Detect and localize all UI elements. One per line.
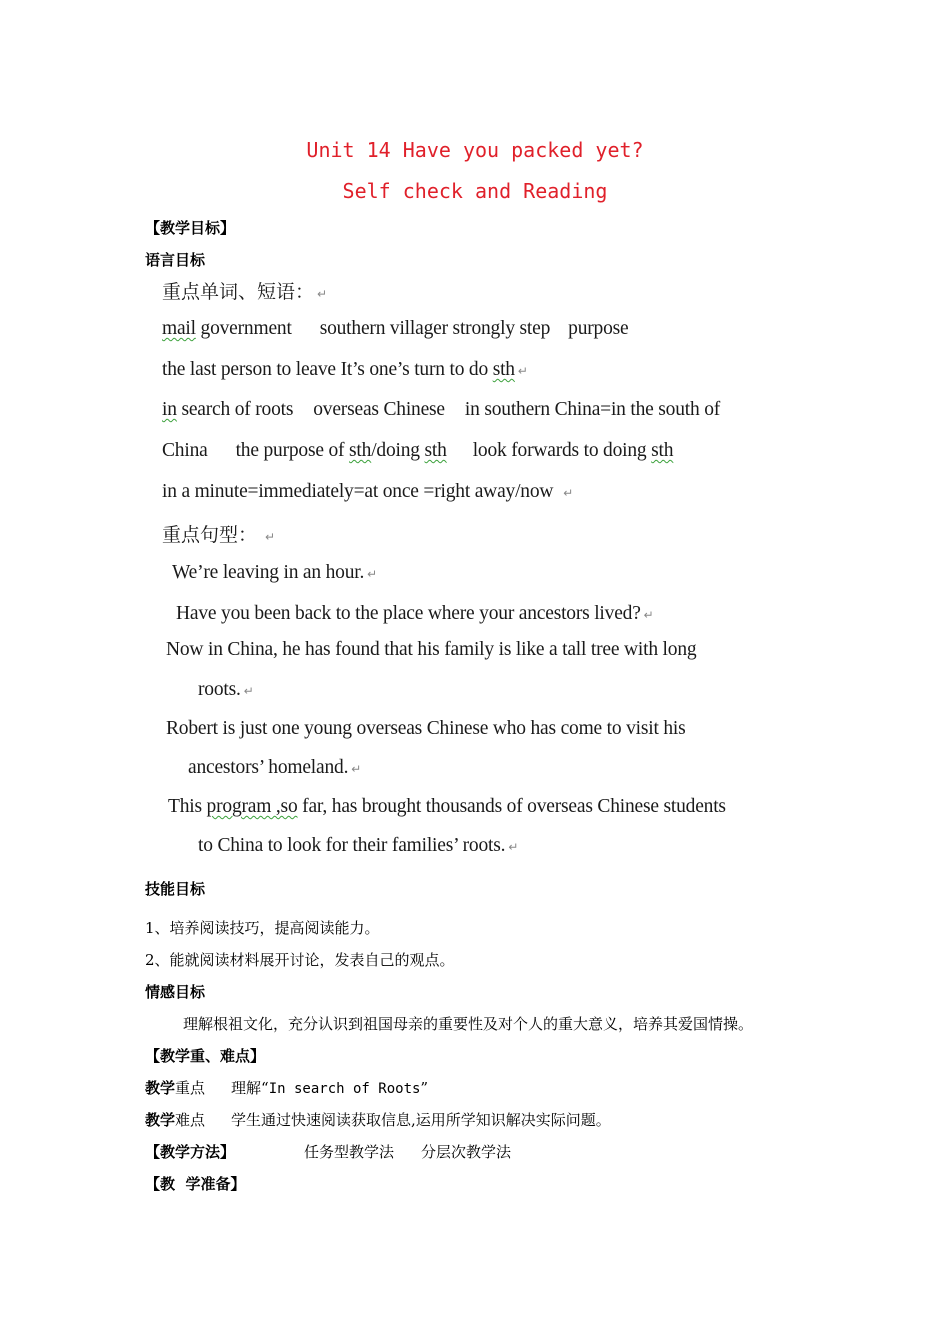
vocab-word-purpose: purpose — [568, 318, 629, 339]
methods-header: 【教学方法】 — [145, 1143, 236, 1161]
return-mark: ↵ — [517, 364, 528, 378]
skill-goals-heading: 技能目标 — [145, 880, 206, 898]
difficulty-label: 难点 — [175, 1111, 206, 1129]
emotion-goals-heading: 情感目标 — [145, 983, 206, 1001]
vocab-southern-china: in southern China=in the south of — [464, 399, 721, 420]
difficulty-label-bold: 教学 — [145, 1111, 176, 1129]
key-point-text-pre: 理解“ — [231, 1079, 269, 1097]
return-mark: ↵ — [317, 287, 328, 301]
sentence-4b — [188, 757, 361, 779]
sentence-5b — [198, 835, 518, 857]
vocab-line-2 — [162, 359, 528, 381]
vocab-doing: /doing — [371, 440, 425, 461]
sentence-4a: Robert is just one young overseas Chinese who has come to visit his — [166, 718, 686, 739]
method-1: 任务型教学法 — [304, 1143, 395, 1161]
sentence-2 — [176, 603, 654, 625]
key-point-label-bold: 教学 — [145, 1079, 176, 1097]
vocab-sth: sth — [492, 359, 515, 380]
language-goals-heading: 语言目标 — [145, 251, 206, 269]
vocab-in-a-minute: in a minute=immediately=at once =right away/now — [162, 481, 554, 502]
skill-item-2: 2、能就阅读材料展开讨论，发表自己的观点。 — [145, 951, 455, 969]
sentence-5b-text: to China to look for their families’ roots. — [198, 835, 506, 856]
sentence-3b — [198, 679, 254, 701]
vocab-line-5 — [162, 481, 573, 503]
return-mark: ↵ — [643, 608, 654, 622]
sentence-1 — [172, 562, 377, 584]
vocab-search-of-roots: search of roots — [176, 399, 294, 420]
sentence-5a-flagged: program ,so — [206, 796, 298, 817]
return-mark: ↵ — [265, 530, 276, 544]
sentence-5a — [168, 796, 726, 818]
vocab-china: China — [162, 440, 208, 461]
sentence-5a-post: far, has brought thousands of overseas Chinese students — [297, 796, 726, 817]
prep-header: 【教 学准备】 — [145, 1175, 246, 1193]
return-mark: ↵ — [563, 486, 574, 500]
vocab-word-mail: mail — [162, 318, 196, 339]
title-line-1: Unit 14 Have you packed yet? — [306, 138, 644, 162]
sentence-5a-pre: This — [168, 796, 207, 817]
vocab-in: in — [162, 399, 177, 420]
vocab-line-3 — [162, 399, 720, 421]
vocab-purpose-of: the purpose of — [235, 440, 350, 461]
sentence-2-text: Have you been back to the place where your ancestors lived? — [176, 603, 641, 624]
key-sentences-header-text: 重点句型： — [162, 524, 258, 546]
title-line-2: Self check and Reading — [342, 179, 608, 203]
key-words-header — [162, 277, 327, 304]
vocab-sth: sth — [424, 440, 447, 461]
vocab-line-1 — [162, 318, 629, 340]
vocab-word-government: government — [195, 318, 292, 339]
key-point-text-en: In search of Roots — [268, 1081, 421, 1097]
key-point-row — [145, 1077, 428, 1098]
difficulty-row — [145, 1109, 611, 1130]
key-words-header-text: 重点单词、短语： — [162, 281, 315, 303]
return-mark: ↵ — [351, 762, 362, 776]
return-mark: ↵ — [367, 567, 378, 581]
key-sentences-header — [162, 520, 275, 547]
return-mark: ↵ — [243, 684, 254, 698]
objectives-header: 【教学目标】 — [145, 219, 236, 237]
key-point-label: 重点 — [175, 1079, 206, 1097]
vocab-sth: sth — [651, 440, 674, 461]
difficulty-text: 学生通过快速阅读获取信息,运用所学知识解决实际问题。 — [231, 1111, 611, 1129]
vocab-phrase-last-person: the last person to leave It’s one’s turn to do — [162, 359, 493, 380]
key-points-header: 【教学重、难点】 — [145, 1047, 266, 1065]
sentence-3a: Now in China, he has found that his family is like a tall tree with long — [166, 639, 697, 660]
sentence-3b-text: roots. — [198, 679, 241, 700]
vocab-words-group: southern villager strongly step — [319, 318, 551, 339]
sentence-4b-text: ancestors’ homeland. — [188, 757, 349, 778]
return-mark: ↵ — [508, 840, 519, 854]
method-2: 分层次教学法 — [421, 1143, 512, 1161]
emotion-text: 理解根祖文化，充分认识到祖国母亲的重要性及对个人的重大意义，培养其爱国情操。 — [183, 1015, 754, 1033]
skill-item-1: 1、培养阅读技巧，提高阅读能力。 — [145, 919, 380, 937]
vocab-line-4 — [162, 440, 673, 462]
key-point-text-post: ” — [420, 1079, 429, 1097]
vocab-sth: sth — [349, 440, 372, 461]
vocab-overseas-chinese: overseas Chinese — [313, 399, 445, 420]
sentence-1-text: We’re leaving in an hour. — [172, 562, 365, 583]
vocab-look-forwards: look forwards to doing — [472, 440, 652, 461]
